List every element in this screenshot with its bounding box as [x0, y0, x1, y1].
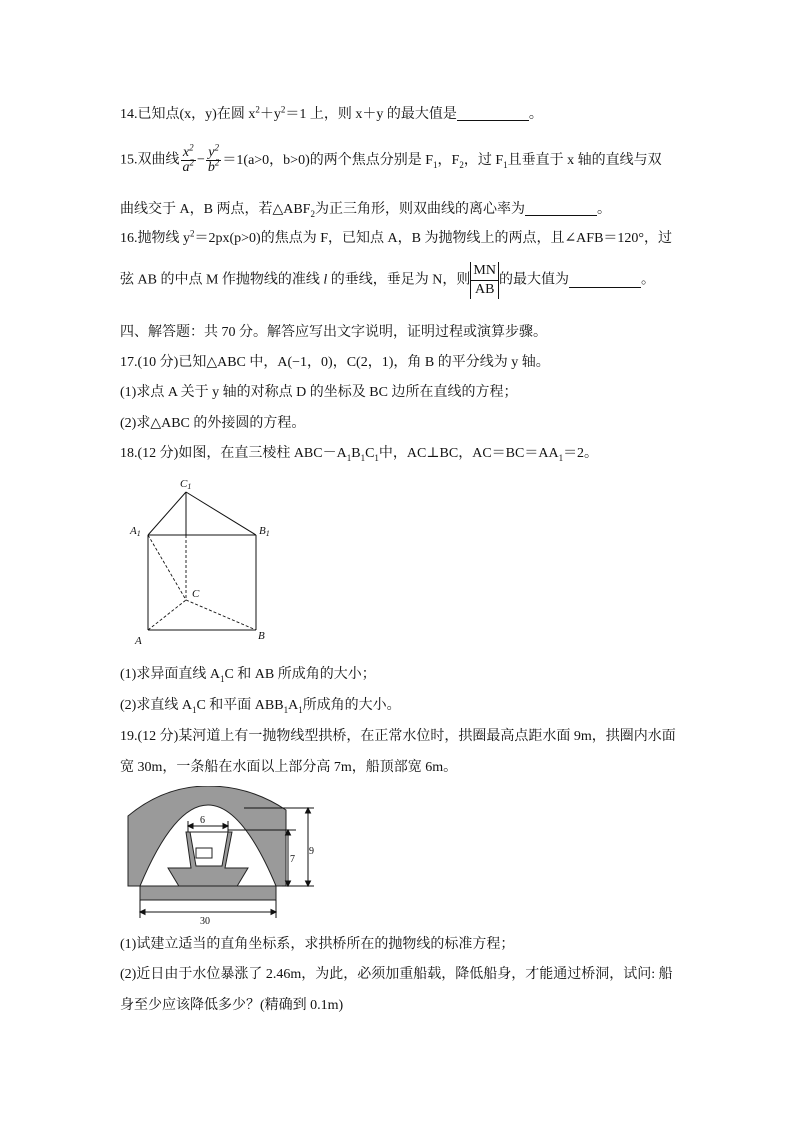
answer-blank-15[interactable] [525, 201, 597, 216]
question-19-part2-line2: 身至少应该降低多少？(精确到 0.1m) [120, 998, 344, 1013]
section-4-heading: 四、解答题：共 70 分。解答应写出文字说明，证明过程或演算步骤。 [120, 325, 547, 340]
ship-window [196, 848, 212, 858]
frac-den-b: b [207, 160, 215, 175]
frac-num-x: x [182, 145, 190, 160]
water-bar [140, 886, 276, 900]
bridge-figure [124, 786, 320, 928]
question-19-line1: 19.(12 分)某河道上有一抛物线型拱桥，在正常水位时，拱圈最高点距水面 9m，拱圈内水面 [120, 729, 676, 744]
q16-line2b: 的垂线，垂足为 N，则 [327, 272, 471, 288]
q15-sub2: 2 [459, 159, 464, 170]
frac-num-y: y [208, 145, 215, 160]
q14-text-post: ＝1 上，则 x＋y 的最大值是 [285, 107, 457, 122]
question-15-line2 [120, 201, 611, 217]
q15-rest2: 且垂直于 x 轴的直线与双 [507, 152, 662, 168]
answer-blank-16[interactable] [569, 273, 641, 288]
q18-stem-e: ＝2。 [563, 446, 599, 461]
question-17-part1: (1)求点 A 关于 y 轴的对称点 D 的坐标及 BC 边所在直线的方程； [120, 385, 518, 400]
edge-c1-b1 [186, 492, 256, 535]
q18-p1-sub: 1 [219, 673, 225, 684]
hidden-edge-a-c [148, 600, 186, 630]
q15-end: 。 [596, 202, 611, 217]
question-14 [120, 106, 543, 122]
q16-line2c: 的最大值为 [498, 272, 569, 288]
q18-p2-sub1: 1 [191, 704, 197, 715]
q15-sub3: 1 [503, 159, 508, 170]
question-19-part2-line1: (2)近日由于水位暴涨了 2.46m，为此，必须加重船载，降低船身，才能通过桥洞，试问: 船 [120, 967, 673, 982]
question-19-part1: (1)试建立适当的直角坐标系，求拱桥所在的抛物线的标准方程； [120, 937, 515, 952]
q16-end: 。 [640, 272, 655, 288]
frac-den-a-sup: 2 [189, 157, 194, 168]
prism-figure [120, 474, 280, 646]
dim-label-30: 30 [200, 916, 210, 927]
q18-p2a: (2)求直线 A [120, 698, 192, 713]
question-18-part2 [120, 699, 401, 713]
q18-sub1: 1 [346, 452, 352, 463]
q16-line1a: 16.抛物线 y [120, 231, 190, 246]
label-a: A [135, 635, 142, 646]
q16-line1b: ＝2px(p>0)的焦点为 F，已知点 A，B 为抛物线上的两点，且∠AFB＝120°，过 [194, 231, 673, 246]
q18-stem-b: B [351, 446, 361, 461]
question-19-line2: 宽 30m，一条船在水面以上部分高 7m，船顶部宽 6m。 [120, 760, 458, 775]
label-b: B [258, 630, 265, 642]
q18-stem-d: 中，AC⊥BC，AC＝BC＝AA [378, 446, 559, 461]
q18-sub2: 1 [360, 452, 366, 463]
q14-end: 。 [528, 107, 543, 122]
fraction-y2-b2 [206, 142, 222, 175]
label-b1: B1 [259, 525, 270, 538]
question-17-stem: 17.(10 分)已知△ABC 中，A(−1，0)，C(2，1)，角 B 的平分线为 y 轴。 [120, 355, 550, 370]
q14-text-mid: ＋y [259, 107, 281, 122]
question-18-stem [120, 447, 598, 461]
q18-stem-a: 18.(12 分)如图，在直三棱柱 ABC－A [120, 446, 347, 461]
q18-p1a: (1)求异面直线 A [120, 667, 220, 682]
question-16-line2 [120, 262, 655, 299]
q15-line2a: 曲线交于 A，B 两点，若△ABF [120, 202, 311, 217]
frac-num-y-sup: 2 [214, 142, 220, 153]
question-15-line1 [120, 142, 662, 175]
q18-p2b: C 和平面 ABB [196, 698, 284, 713]
frac-num-x-sup: 2 [189, 142, 194, 153]
q14-sup1: 2 [255, 104, 260, 115]
q16-line1-sup: 2 [190, 228, 195, 239]
fraction-x2-a2 [181, 142, 197, 175]
edge-c1-a1 [148, 492, 186, 535]
hidden-edge-c-b [186, 600, 256, 630]
abs-mn: MN [470, 262, 499, 280]
q15-line2b: 为正三角形，则双曲线的离心率为 [314, 202, 525, 217]
dim-label-7: 7 [290, 854, 295, 865]
q15-rest [222, 153, 661, 168]
q15-rest1: ＝1(a>0，b>0)的两个焦点分别是 F [222, 152, 434, 168]
label-c1: C1 [180, 478, 192, 491]
minus-sign: − [197, 152, 205, 168]
q16-directrix-l: l [323, 272, 328, 288]
question-16-line1 [120, 228, 673, 246]
q18-stem-c: C [365, 446, 375, 461]
q15-c1: ，F [437, 152, 460, 168]
q15-line2-sub: 2 [310, 208, 315, 219]
q18-sub4: 1 [558, 452, 564, 463]
q14-text: 14.已知点(x，y)在圆 x [120, 107, 256, 122]
abs-ab: AB [470, 280, 499, 299]
frac-den-b-sup: 2 [214, 157, 220, 168]
dim-label-6: 6 [200, 815, 205, 826]
q18-sub3: 1 [374, 452, 379, 463]
frac-den-a: a [182, 160, 190, 175]
question-18-part1 [120, 668, 376, 682]
question-17-part2: (2)求△ABC 的外接圆的方程。 [120, 416, 306, 431]
fraction-mn-ab [470, 262, 499, 299]
q15-number: 15.双曲线 [120, 152, 180, 168]
q14-sup2: 2 [280, 104, 286, 115]
q18-p2c: A [288, 698, 299, 713]
q18-p2-sub3: 1 [298, 704, 303, 715]
q15-c2: ，过 F [463, 152, 504, 168]
q18-p2-sub2: 1 [283, 704, 289, 715]
q15-sub1: 1 [433, 159, 438, 170]
answer-blank-14[interactable] [457, 106, 529, 121]
label-a1: A1 [130, 525, 141, 538]
dim-label-9: 9 [309, 846, 314, 857]
q16-line2a: 弦 AB 的中点 M 作抛物线的准线 [120, 272, 324, 288]
hidden-edge-a1-c [148, 535, 186, 600]
q18-p2d: 所成角的大小。 [302, 698, 401, 713]
label-c: C [192, 588, 200, 600]
q18-p1b: C 和 AB 所成角的大小； [224, 667, 376, 682]
